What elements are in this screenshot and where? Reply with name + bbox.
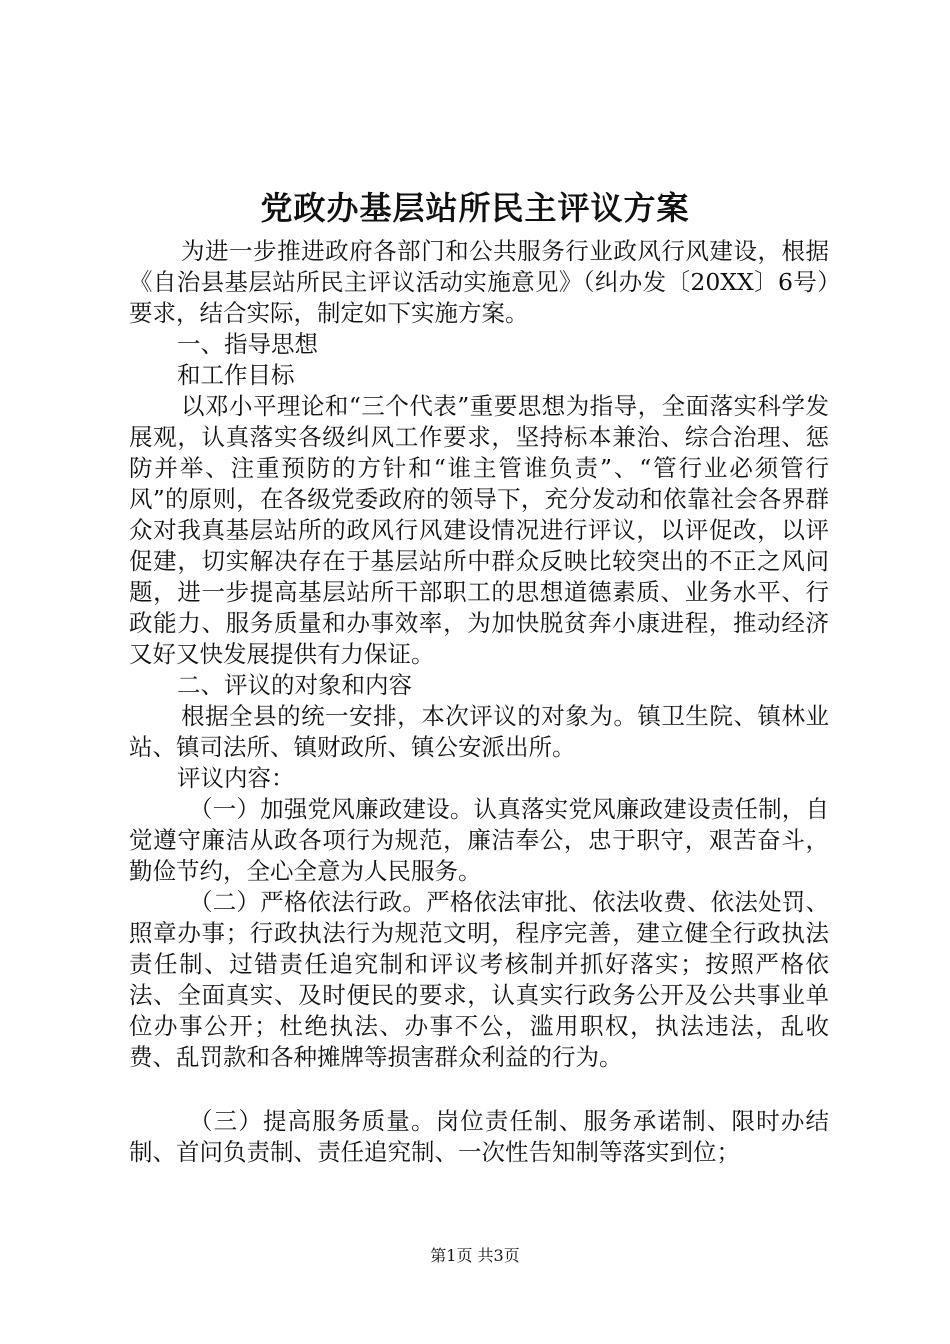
page-footer: 第1页 共3页 <box>430 1246 520 1265</box>
item-3-paragraph: （三）提高服务质量。岗位责任制、服务承诺制、限时办结制、首问负责制、责任追究制、一次性告知制等落实到位； <box>129 1107 829 1166</box>
content-label: 评议内容： <box>177 764 295 792</box>
guiding-paragraph: 以邓小平理论和“三个代表”重要思想为指导，全面落实科学发展观，认真落实各级纠风工作要求，坚持标本兼治、综合治理、惩防并举、注重预防的方针和“谁主管谁负责”、“管行业必须管行风”的原则，在各级党委政府的领导下，充分发动和依靠社会各界群众对我真基层站所的政风行风建设情况进行评议，以评促改，以评促建，切实解决存在于基层站所中群众反映比较突出的不正之风问题，进一步提高基层站所干部职工的思想道德素质、业务水平、行政能力、服务质量和办事效率，为加快脱贫奔小康进程，推动经济又好又快发展提供有力保证。 <box>129 392 829 668</box>
document-title: 党政办基层站所民主评议方案 <box>260 189 690 227</box>
section-heading-1: 一、指导思想 <box>177 330 318 358</box>
intro-paragraph: 为进一步推进政府各部门和公共服务行业政风行风建设，根据《自治县基层站所民主评议活动实施意见》（纠办发〔20XX〕6号）要求，结合实际，制定如下实施方案。 <box>129 237 829 327</box>
item-1-paragraph: （一）加强党风廉政建设。认真落实党风廉政建设责任制，自觉遵守廉洁从政各项行为规范，廉洁奉公，忠于职守，艰苦奋斗，勤俭节约，全心全意为人民服务。 <box>129 795 829 885</box>
item-2-paragraph: （二）严格依法行政。严格依法审批、依法收费、依法处罚、照章办事；行政执法行为规范文明，程序完善，建立健全行政执法责任制、过错责任追究制和评议考核制并抓好落实；按照严格依法、全面真实、及时便民的要求，认真实行政务公开及公共事业单位办事公开；杜绝执法、办事不公，滥用职权，执法违法，乱收费、乱罚款和各种摊牌等损害群众利益的行为。 <box>129 888 829 1071</box>
document-body <box>129 236 829 1168</box>
target-paragraph: 根据全县的统一安排，本次评议的对象为。镇卫生院、镇林业站、镇司法所、镇财政所、镇公安派出所。 <box>129 702 829 761</box>
section-heading-1-continued: 和工作目标 <box>177 361 295 389</box>
section-heading-2: 二、评议的对象和内容 <box>177 671 412 699</box>
